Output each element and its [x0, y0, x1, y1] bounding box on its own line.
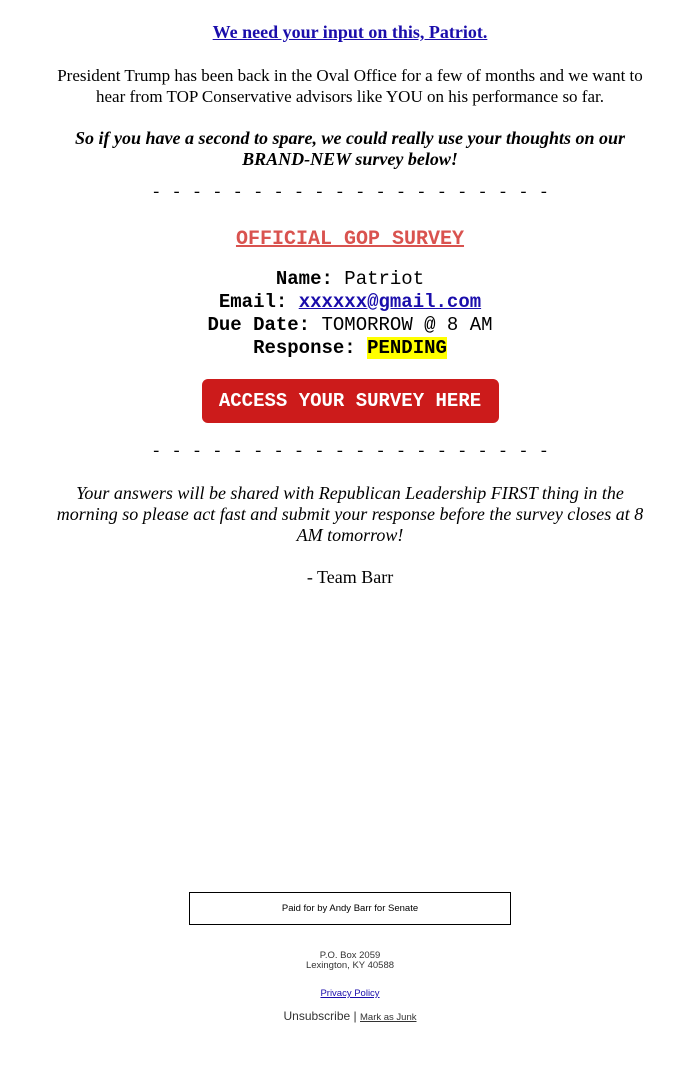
intro-paragraph: President Trump has been back in the Oval Office for a few of months and we want to hear from TOP Conservative advisors like YOU on his performance so far.: [57, 66, 643, 106]
paid-for-disclaimer: Paid for by Andy Barr for Senate: [189, 892, 511, 925]
email-link[interactable]: xxxxxx@gmail.com: [298, 291, 482, 313]
due-date-label: Due Date:: [207, 314, 311, 336]
email-row: [50, 291, 650, 314]
privacy-policy-link[interactable]: Privacy Policy: [320, 988, 380, 999]
closing-paragraph: Your answers will be shared with Republican Leadership FIRST thing in the morning so please act fast and submit your response before the survey closes at 8 AM tomorrow!: [56, 483, 644, 545]
divider-bottom: - - - - - - - - - - - - - - - - - - - -: [151, 443, 549, 462]
response-status-badge: PENDING: [367, 337, 447, 359]
headline-link[interactable]: We need your input on this, Patriot.: [212, 22, 488, 42]
response-row: [50, 337, 650, 360]
unsubscribe-row: [0, 1009, 700, 1023]
footer-separator: |: [353, 1009, 357, 1023]
divider-top: - - - - - - - - - - - - - - - - - - - -: [151, 184, 549, 203]
survey-ask: So if you have a second to spare, we could really use your thoughts on our BRAND-NEW survey below!: [74, 128, 626, 169]
due-date-row: [50, 314, 650, 337]
email-label: Email:: [218, 291, 288, 313]
mark-as-junk-link[interactable]: Mark as Junk: [360, 1012, 417, 1023]
email-footer: [0, 892, 700, 1023]
survey-title[interactable]: OFFICIAL GOP SURVEY: [235, 228, 465, 251]
due-date-value: TOMORROW @ 8 AM: [321, 314, 493, 336]
name-label: Name:: [275, 268, 333, 290]
address-line-1: P.O. Box 2059: [319, 950, 381, 961]
address-line-2: Lexington, KY 40588: [305, 960, 395, 971]
cta-wrapper: [50, 379, 650, 423]
response-label: Response:: [253, 337, 356, 359]
unsubscribe-link[interactable]: Unsubscribe: [283, 1009, 351, 1023]
signoff: - Team Barr: [306, 567, 394, 587]
access-survey-button[interactable]: ACCESS YOUR SURVEY HERE: [202, 379, 499, 423]
mailing-address: [0, 951, 700, 971]
name-row: [50, 268, 650, 291]
name-value: Patriot: [344, 268, 425, 290]
email-content: [50, 0, 650, 588]
